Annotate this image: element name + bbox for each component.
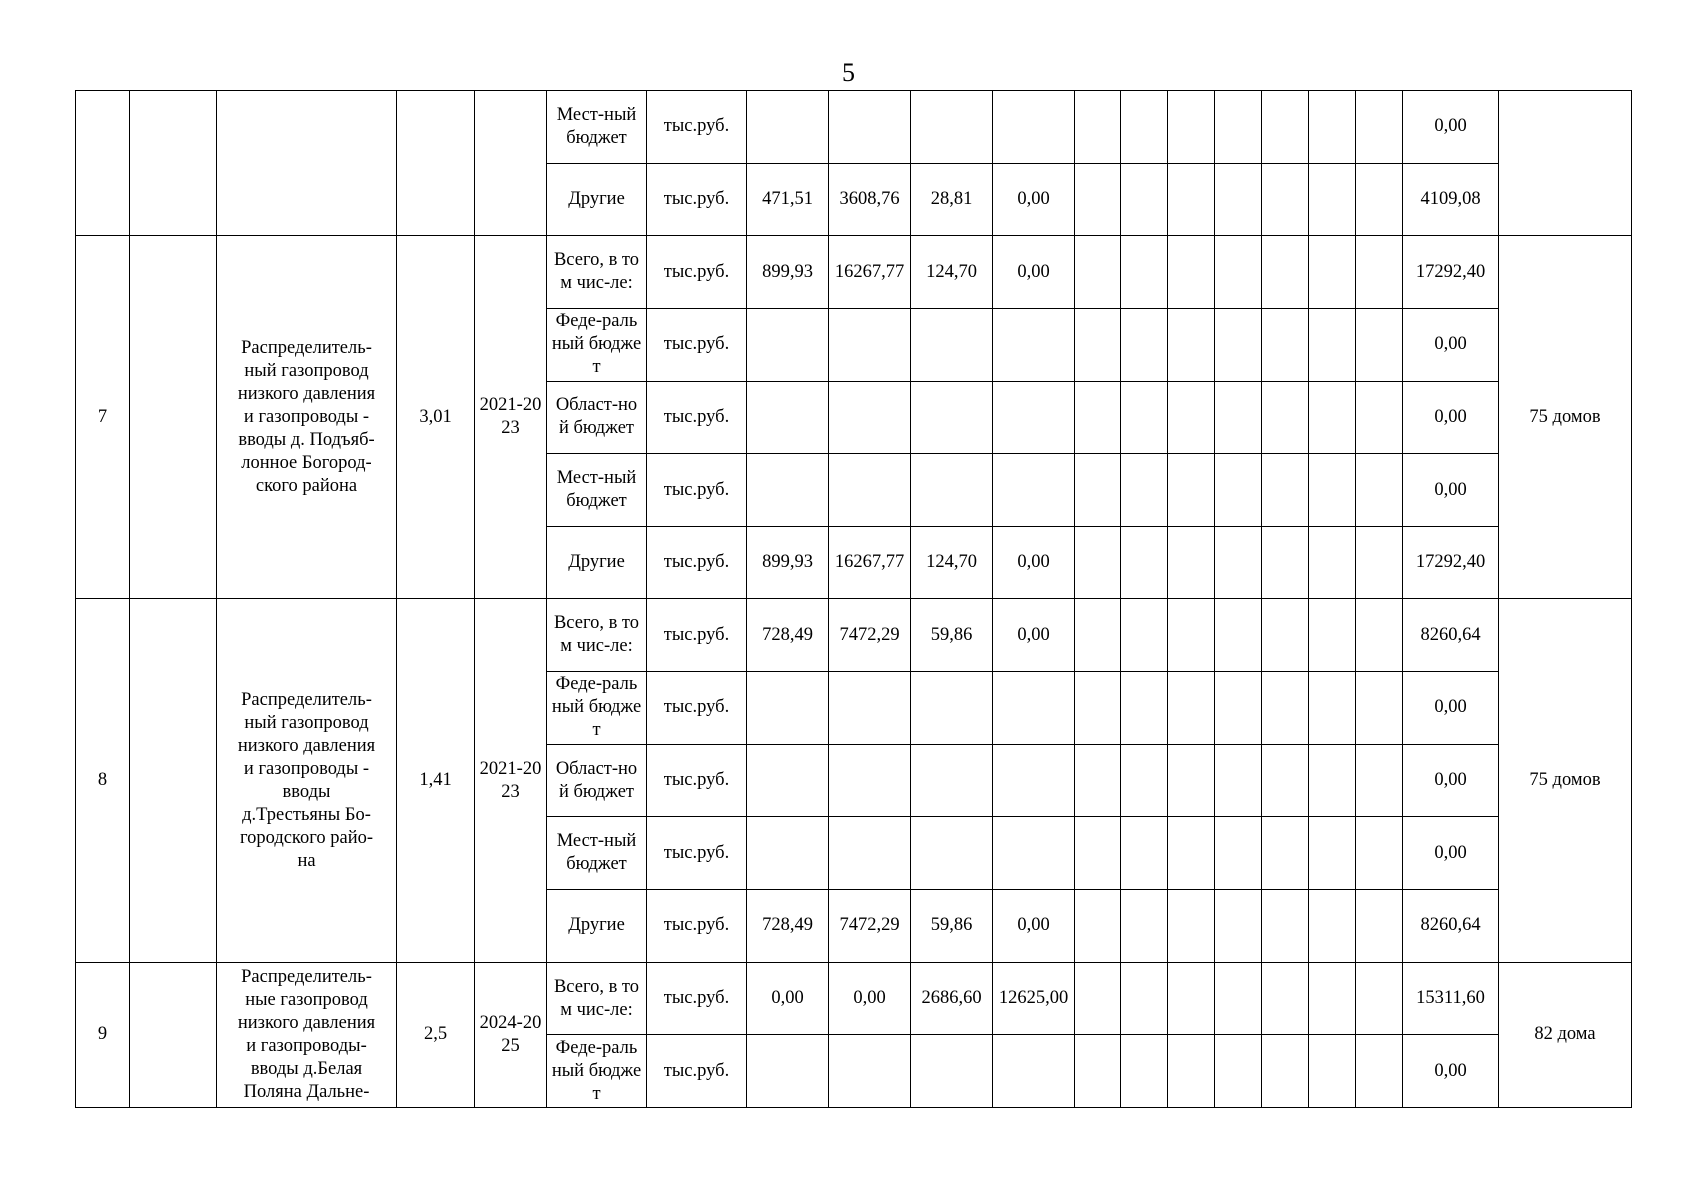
cell-value: 728,49 [747, 890, 829, 963]
cell-value: 899,93 [747, 526, 829, 599]
page-number: 5 [842, 58, 855, 87]
cell-years: 2021-2023 [475, 599, 547, 962]
cell-source: Област-ной бюджет [547, 381, 647, 454]
cell-unit: тыс.руб. [647, 962, 747, 1035]
cell-length: 3,01 [397, 236, 475, 599]
cell-result: 75 домов [1499, 599, 1632, 962]
table-row [76, 91, 1632, 164]
cell-blank [130, 91, 217, 236]
cell-value: 59,86 [911, 599, 993, 672]
cell-source: Всего, в том чис-ле: [547, 236, 647, 309]
cell-unit: тыс.руб. [647, 91, 747, 164]
cell-value: 124,70 [911, 526, 993, 599]
cell-unit: тыс.руб. [647, 817, 747, 890]
cell-total: 8260,64 [1403, 890, 1499, 963]
cell-unit: тыс.руб. [647, 890, 747, 963]
cell-source: Мест-ный бюджет [547, 454, 647, 527]
cell-blank [130, 599, 217, 962]
cell-source: Мест-ный бюджет [547, 817, 647, 890]
cell-total: 17292,40 [1403, 236, 1499, 309]
cell-unit: тыс.руб. [647, 236, 747, 309]
cell-years [475, 91, 547, 236]
cell-blank [130, 962, 217, 1107]
cell-source: Феде-ральный бюджет [547, 308, 647, 381]
cell-value: 0,00 [993, 163, 1075, 236]
cell-years: 2021-2023 [475, 236, 547, 599]
cell-value: 0,00 [993, 890, 1075, 963]
cell-blank [130, 236, 217, 599]
cell-total: 4109,08 [1403, 163, 1499, 236]
cell-value: 0,00 [829, 962, 911, 1035]
cell-total: 0,00 [1403, 454, 1499, 527]
cell-value: 59,86 [911, 890, 993, 963]
cell-value: 0,00 [993, 599, 1075, 672]
cell-unit: тыс.руб. [647, 308, 747, 381]
cell-name: Распределитель- ный газопровод низкого давления и газопроводы - вводы д. Подъяб- лонное Богород- ского района [217, 236, 397, 599]
cell-source: Феде-ральный бюджет [547, 672, 647, 745]
cell-num: 9 [76, 962, 130, 1107]
cell-value: 16267,77 [829, 236, 911, 309]
cell-total: 0,00 [1403, 91, 1499, 164]
cell-length [397, 91, 475, 236]
cell-total: 0,00 [1403, 817, 1499, 890]
cell-unit: тыс.руб. [647, 744, 747, 817]
cell-value: 471,51 [747, 163, 829, 236]
cell-unit: тыс.руб. [647, 672, 747, 745]
cell-value: 16267,77 [829, 526, 911, 599]
cell-value: 2686,60 [911, 962, 993, 1035]
cell-source: Всего, в том чис-ле: [547, 599, 647, 672]
cell-length: 2,5 [397, 962, 475, 1107]
cell-total: 15311,60 [1403, 962, 1499, 1035]
cell-value: 0,00 [747, 962, 829, 1035]
table-row [76, 599, 1632, 672]
cell-source: Другие [547, 526, 647, 599]
cell-num: 8 [76, 599, 130, 962]
cell-value: 7472,29 [829, 890, 911, 963]
cell-unit: тыс.руб. [647, 381, 747, 454]
table-row [76, 962, 1632, 1035]
cell-value: 28,81 [911, 163, 993, 236]
cell-name: Распределитель- ный газопровод низкого давления и газопроводы - вводы д.Трестьяны Бо- городского райо- на [217, 599, 397, 962]
cell-result: 82 дома [1499, 962, 1632, 1107]
budget-table [75, 90, 1632, 1108]
cell-unit: тыс.руб. [647, 599, 747, 672]
cell-total: 0,00 [1403, 381, 1499, 454]
cell-name: Распределитель- ные газопровод низкого давления и газопроводы- вводы д.Белая Поляна Дальне- [217, 962, 397, 1107]
cell-total: 0,00 [1403, 672, 1499, 745]
cell-unit: тыс.руб. [647, 1035, 747, 1108]
cell-result [1499, 91, 1632, 236]
cell-num: 7 [76, 236, 130, 599]
cell-value: 0,00 [993, 236, 1075, 309]
cell-num [76, 91, 130, 236]
cell-total: 0,00 [1403, 744, 1499, 817]
cell-name [217, 91, 397, 236]
cell-result: 75 домов [1499, 236, 1632, 599]
table-row [76, 236, 1632, 309]
cell-value: 728,49 [747, 599, 829, 672]
cell-source: Всего, в том чис-ле: [547, 962, 647, 1035]
cell-unit: тыс.руб. [647, 163, 747, 236]
cell-unit: тыс.руб. [647, 526, 747, 599]
cell-length: 1,41 [397, 599, 475, 962]
cell-value: 0,00 [993, 526, 1075, 599]
cell-value: 124,70 [911, 236, 993, 309]
cell-source: Другие [547, 163, 647, 236]
cell-value: 12625,00 [993, 962, 1075, 1035]
cell-source: Мест-ный бюджет [547, 91, 647, 164]
cell-source: Област-ной бюджет [547, 744, 647, 817]
cell-total: 0,00 [1403, 308, 1499, 381]
cell-value: 7472,29 [829, 599, 911, 672]
cell-value: 899,93 [747, 236, 829, 309]
cell-source: Другие [547, 890, 647, 963]
cell-total: 8260,64 [1403, 599, 1499, 672]
cell-years: 2024-2025 [475, 962, 547, 1107]
cell-total: 17292,40 [1403, 526, 1499, 599]
cell-total: 0,00 [1403, 1035, 1499, 1108]
cell-value: 3608,76 [829, 163, 911, 236]
cell-unit: тыс.руб. [647, 454, 747, 527]
cell-source: Феде-ральный бюджет [547, 1035, 647, 1108]
